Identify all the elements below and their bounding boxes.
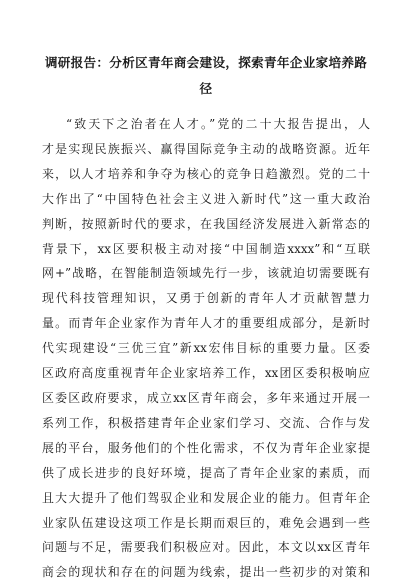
body-line: “致天下之治者在人才。”党的二十大报告提出，人 — [66, 117, 370, 131]
body-line: 供了成长进步的良好环境，提高了青年企业家的素质，而 — [42, 465, 370, 480]
body-line: 现代科技管理知识，又勇于创新的青年人才贡献智慧力 — [42, 291, 370, 306]
body-line: 业家队伍建设这项工作是长期而艰巨的，难免会遇到一些 — [42, 515, 370, 530]
body-line: 大作出了“中国特色社会主义进入新时代”这一重大政治 — [42, 191, 370, 206]
body-line: 网+”战略，在智能制造领域先行一步，该就迫切需要既有 — [42, 266, 370, 281]
document-body — [42, 112, 370, 585]
body-line: 代实现建设“三优三宜”新xx宏伟目标的重要力量。区委 — [42, 341, 370, 356]
body-line: 商会的现状和存在的问题为线索，提出一些初步的对策和 — [42, 565, 370, 580]
body-line: 问题与不足，需要我们积极应对。因此，本文以xx区青年 — [42, 540, 370, 555]
body-line: 区政府高度重视青年企业家培养工作，xx团区委积极响应 — [42, 366, 370, 381]
document-title — [42, 50, 370, 102]
title-line-1: 调研报告：分析区青年商会建设，探索青年企业家培养路 — [44, 55, 368, 70]
title-line-2: 径 — [199, 81, 213, 96]
body-line: 背景下，xx区要积极主动对接“中国制造xxxx”和“互联 — [42, 241, 370, 256]
body-line: 量。而青年企业家作为青年人才的重要组成部分，是新时 — [42, 316, 370, 331]
body-line: 区委区政府要求，成立xx区青年商会，多年来通过开展一 — [42, 390, 370, 405]
body-line: 且大大提升了他们驾驭企业和发展企业的能力。但青年企 — [42, 490, 370, 505]
body-line: 展的平台，服务他们的个性化需求，不仅为青年企业家提 — [42, 440, 370, 455]
body-line: 才是实现民族振兴、赢得国际竞争主动的战略资源。近年 — [42, 141, 370, 156]
body-line: 判断，按照新时代的要求，在我国经济发展进入新常态的 — [42, 216, 370, 231]
body-line: 系列工作，积极搭建青年企业家们学习、交流、合作与发 — [42, 415, 370, 430]
body-line: 来，以人才培养和争夺为核心的竞争日趋激烈。党的二十 — [42, 166, 370, 181]
